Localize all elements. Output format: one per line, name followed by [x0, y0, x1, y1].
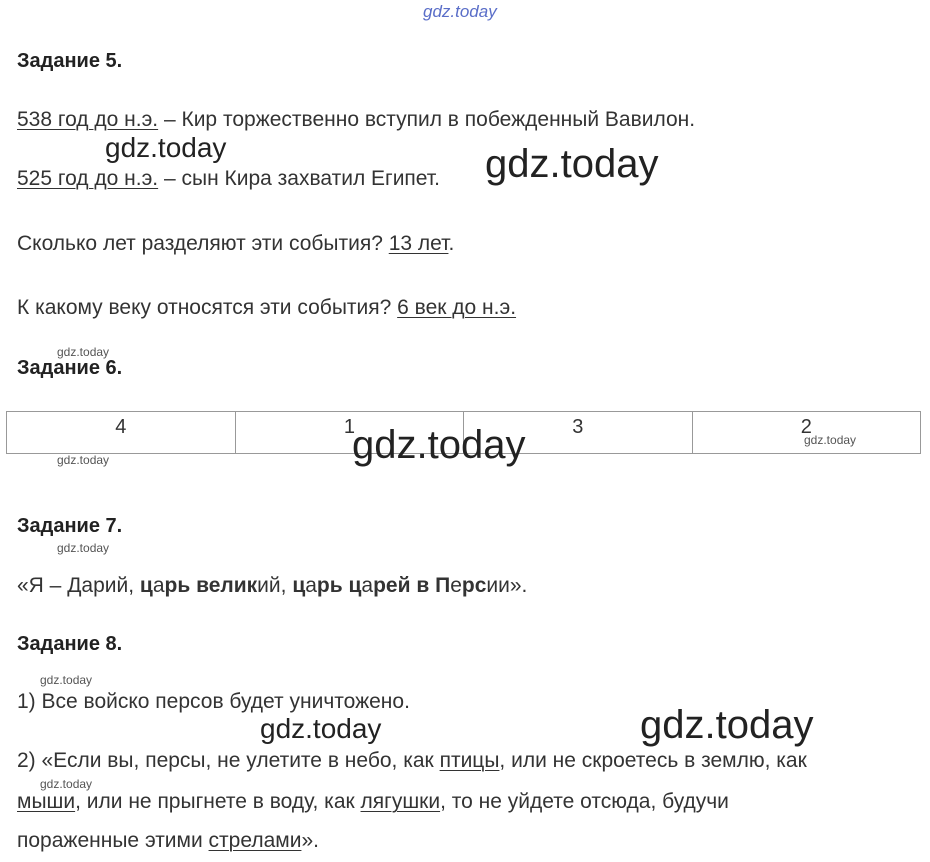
answer2-word: стрелами — [208, 829, 302, 852]
watermark: gdz.today — [57, 453, 110, 467]
task7-part: П — [435, 574, 451, 597]
task5-heading: Задание 5. — [17, 50, 123, 72]
event2-date: 525 год до н.э. — [17, 167, 159, 190]
task7-part: а — [152, 574, 165, 597]
task8-answer1: 1) Все войско персов будет уничтожено. — [17, 690, 410, 713]
watermark: gdz.today — [352, 423, 526, 467]
watermark: gdz.today — [485, 142, 659, 186]
task8-answer2-line1 — [17, 749, 807, 773]
task7-part: а — [305, 574, 317, 597]
table-cell: 2 — [692, 412, 921, 454]
task7-answer — [17, 574, 527, 598]
question1-text: Сколько лет разделяют эти события? — [17, 232, 389, 255]
task7-part: ц — [139, 574, 153, 597]
task7-part: е — [450, 574, 462, 597]
answer2-text: , то не уйдете отсюда, будучи — [440, 790, 729, 813]
watermark: gdz.today — [804, 433, 857, 447]
watermark: gdz.today — [40, 673, 93, 687]
task5-question1 — [17, 232, 454, 256]
answer2-text: 2) «Если вы, персы, не улетите в небо, как — [17, 749, 440, 772]
task7-part: рь — [164, 574, 197, 597]
task7-part: й, — [268, 574, 293, 597]
task8-heading: Задание 8. — [17, 633, 123, 655]
task8-answer2-line3 — [17, 829, 319, 853]
answer2-word: птицы — [439, 749, 500, 772]
task7-part: а — [361, 574, 374, 597]
task7-part: и — [486, 574, 499, 597]
question2-text: К какому веку относятся эти события? — [17, 296, 398, 319]
event1-text: – Кир торжественно вступил в побежденный Вавилон. — [158, 108, 696, 131]
task5-event1 — [17, 108, 695, 132]
task5-event2 — [17, 167, 440, 191]
answer2-text: ». — [301, 829, 319, 852]
task6-heading: Задание 6. — [17, 357, 123, 379]
event1-date: 538 год до н.э. — [17, 108, 159, 131]
watermark: gdz.today — [260, 713, 382, 744]
table-cell: 1 — [235, 412, 464, 454]
task7-part: «Я – Дарий, — [17, 574, 140, 597]
task7-heading: Задание 7. — [17, 515, 123, 537]
answer2-text: , или не прыгнете в воду, как — [75, 790, 361, 813]
watermark: gdz.today — [640, 703, 814, 747]
task8-answer2-line2 — [17, 790, 729, 814]
task7-part: и». — [498, 574, 528, 597]
watermark: gdz.today — [105, 132, 227, 163]
watermark: gdz.today — [57, 541, 110, 555]
table-cell: 3 — [464, 412, 693, 454]
watermark: gdz.today — [57, 345, 110, 359]
task7-part: рь — [316, 574, 349, 597]
answer2-word: мыши — [17, 790, 76, 813]
task5-question2 — [17, 296, 516, 320]
table-cell: 4 — [7, 412, 236, 454]
question2-answer: 6 век до н.э. — [397, 296, 517, 319]
task7-part: велик — [196, 574, 258, 597]
task7-part: ц — [292, 574, 306, 597]
answer2-word: лягушки — [360, 790, 441, 813]
question1-answer: 13 лет — [388, 232, 449, 255]
answer2-text: , или не скроетесь в землю, как — [499, 749, 807, 772]
task7-part: рс — [461, 574, 487, 597]
watermark: gdz.today — [40, 777, 93, 791]
task7-part: рей в — [373, 574, 436, 597]
watermark-top: gdz.today — [423, 2, 497, 21]
question1-end: . — [448, 232, 455, 255]
answer2-text: пораженные этими — [17, 829, 209, 852]
task7-part: и — [257, 574, 269, 597]
event2-text: – сын Кира захватил Египет. — [158, 167, 440, 190]
task7-part: ц — [348, 574, 362, 597]
